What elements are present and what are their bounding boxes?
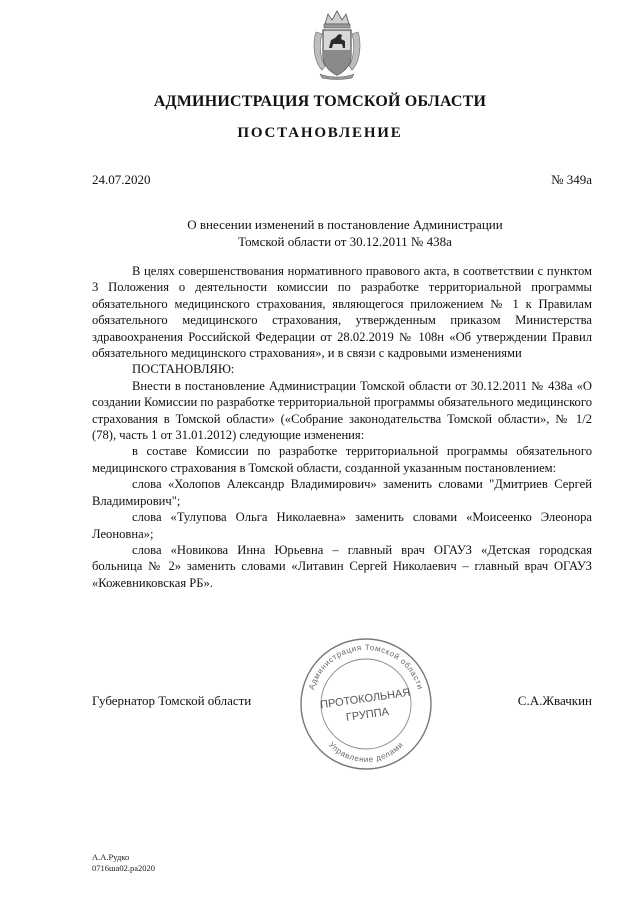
document-subject <box>150 216 540 250</box>
stamp-inner-line: ПРОТОКОЛЬНАЯ <box>319 686 412 712</box>
body-paragraph: в составе Комиссии по разработке территориальной программы обязательного медицинского страхования в Томской области, созданной указанным постановлением: <box>92 444 592 475</box>
preamble-paragraph: В целях совершенствования нормативного правового акта, в соответствии с пунктом 3 Положения о деятельности комиссии по разработке территориальной программы обязательного медицинского страхования, являющегося приложением № 1 к Правилам обязательного медицинского страхования, утвержденным приказом Министерства здравоохранения Российской Федерации от 28.02.2019 № 108н «Об утверждении Правил обязательного медицинского страхования», и в связи с кадровыми изменениями <box>92 264 592 361</box>
stamp-inner-line: ГРУППА <box>345 705 390 724</box>
tomsk-region-coat-of-arms-icon <box>312 8 362 80</box>
body-paragraph: Внести в постановление Администрации Томской области от 30.12.2011 № 438а «О создании Комиссии по разработке территориальной программы обязательного медицинского страхования в Томской области» («Собрание законодательства Томской области», № 1/2 (78), часть 1 от 31.01.2012) следующие изменения: <box>92 378 592 443</box>
official-stamp <box>298 636 434 772</box>
document-footer <box>92 852 155 874</box>
signer-title: Губернатор Томской области <box>92 693 252 708</box>
stamp-outer-top: Администрация Томской области <box>307 642 425 691</box>
resolve-heading: ПОСТАНОВЛЯЮ: <box>132 362 235 377</box>
document-body <box>92 263 592 591</box>
signer-name: С.А.Жвачкин <box>517 693 592 708</box>
body-paragraph: слова «Холопов Александр Владимирович» заменить словами "Дмитриев Сергей Владимирович"; <box>92 477 592 508</box>
body-paragraph: слова «Новикова Инна Юрьевна – главный врач ОГАУЗ «Детская городская больница № 2» заменить словами «Литавин Сергей Николаевич – главный врач ОГАУЗ «Кожевниковская РБ». <box>92 542 592 590</box>
subject-line: Томской области от 30.12.2011 № 438а <box>238 234 452 249</box>
document-type: ПОСТАНОВЛЕНИЕ <box>237 125 403 141</box>
organization-title: АДМИНИСТРАЦИЯ ТОМСКОЙ ОБЛАСТИ <box>153 93 487 110</box>
stamp-outer-bottom: Управление делами <box>326 740 406 765</box>
body-paragraph: слова «Тулупова Ольга Николаевна» заменить словами «Моисеенко Элеонора Леоновна»; <box>92 510 592 541</box>
stamp-outer-text <box>327 740 405 764</box>
document-date: 24.07.2020 <box>92 172 151 187</box>
footer-file-code: 0716ша02.ра2020 <box>92 863 155 873</box>
stamp-outer-text <box>307 643 425 691</box>
footer-author: А.А.Рудко <box>92 852 130 862</box>
document-number: № 349а <box>551 172 592 187</box>
subject-line: О внесении изменений в постановление Администрации <box>187 217 503 232</box>
